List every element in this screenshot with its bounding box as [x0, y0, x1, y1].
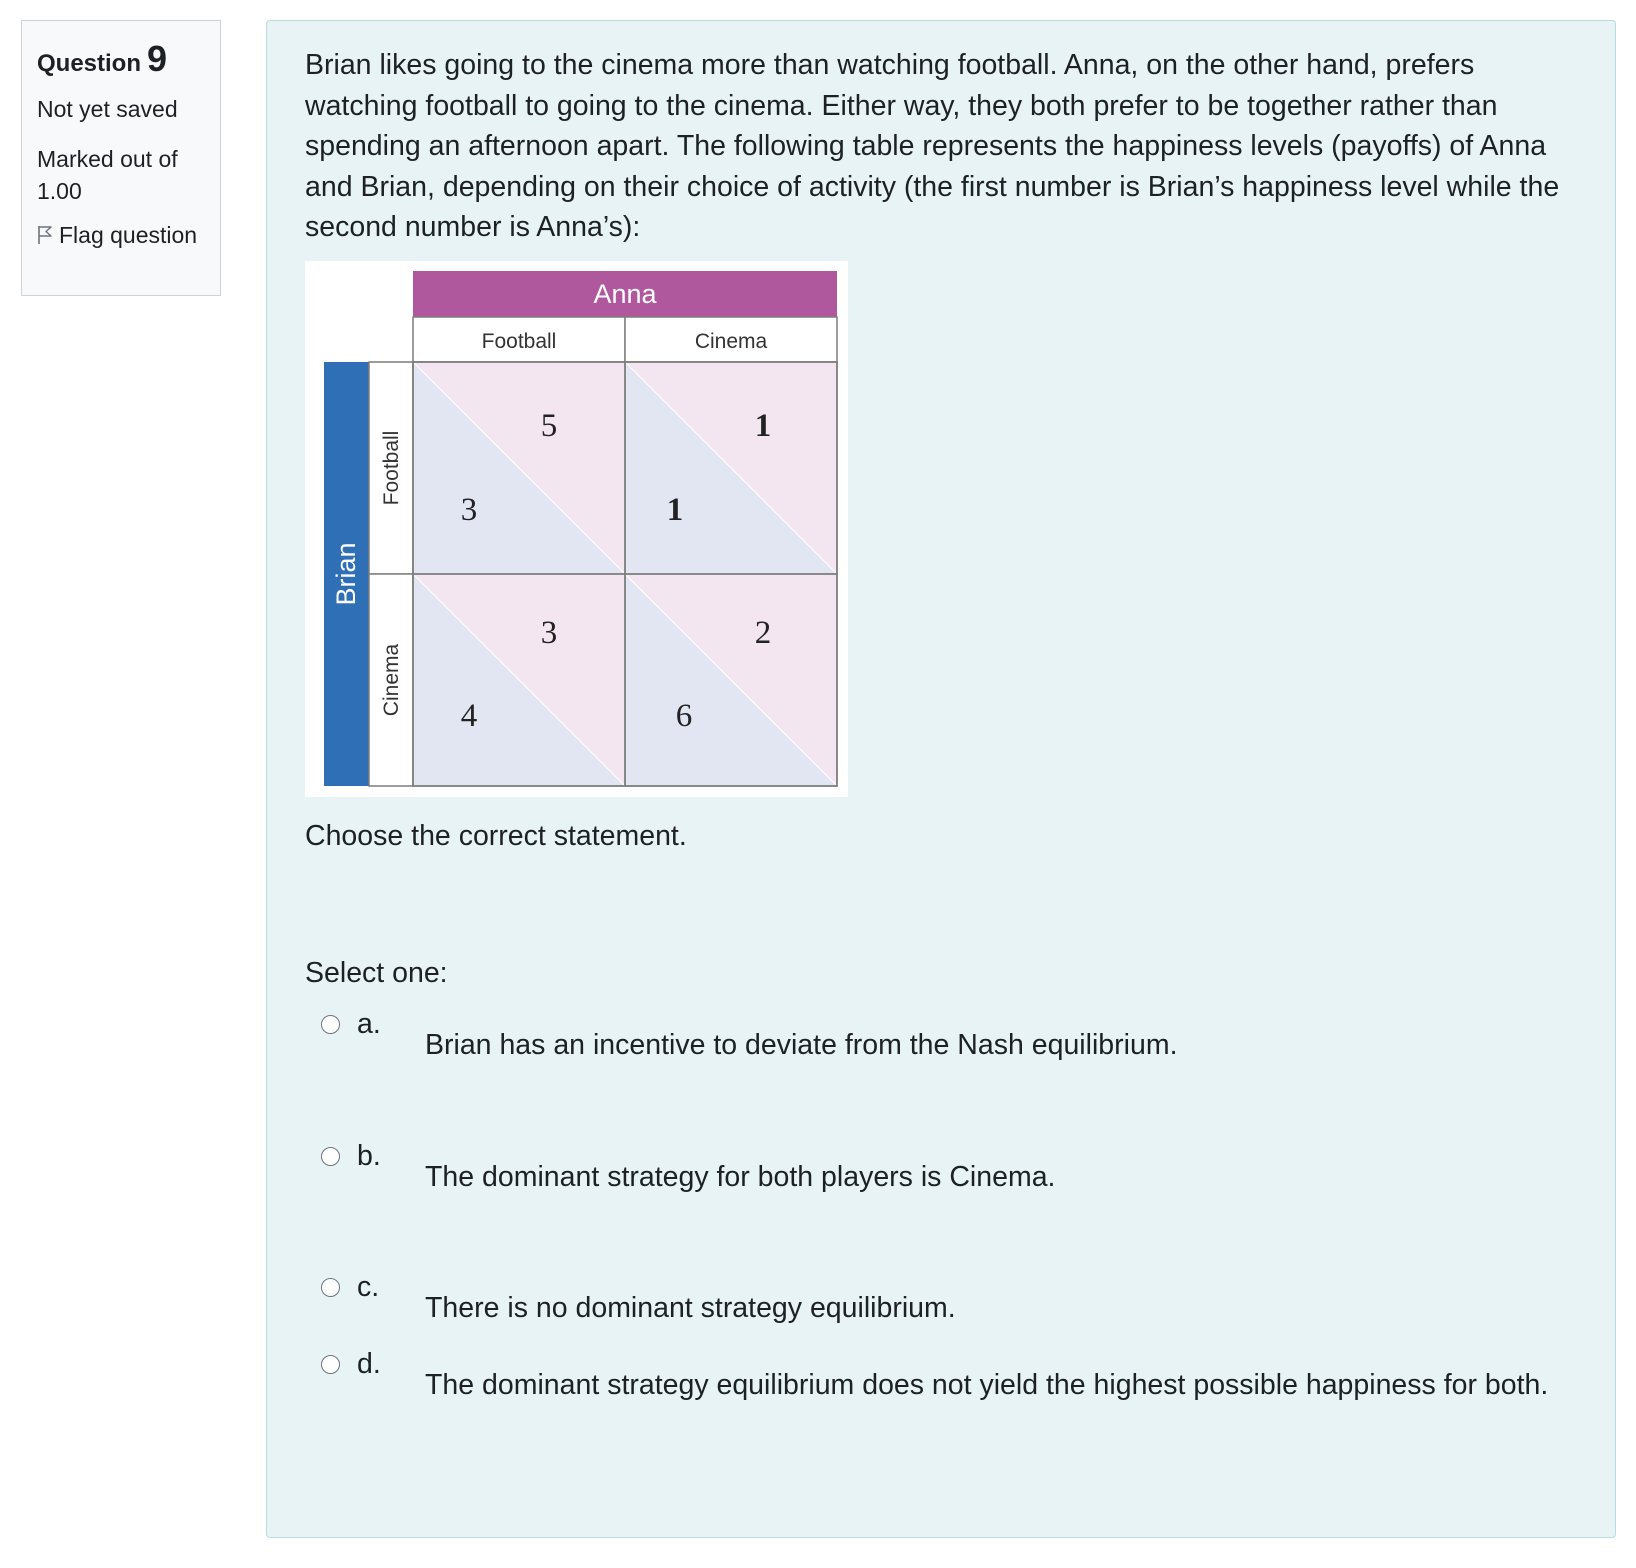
- option-a-radio[interactable]: [321, 1015, 340, 1034]
- option-a-letter: a.: [357, 1008, 381, 1040]
- brian-payoff: 6: [675, 698, 693, 734]
- question-text: Brian likes going to the cinema more than watching football. Anna, on the other hand, prefers watching football to going to the cinema. Either way, they both prefer to be together rather than spending an afternoon apart. The following table represents the happiness levels (payoffs) of Anna and Brian, depending on their choice of activity (the first number is Brian’s happiness level while the second number is Anna’s):: [305, 49, 1560, 243]
- question-info-panel: [21, 20, 221, 296]
- question-state: Not yet saved: [37, 96, 178, 122]
- col-label-football: Football: [481, 330, 557, 353]
- option-b-letter: b.: [357, 1140, 381, 1172]
- flag-question-label: Flag question: [59, 222, 198, 248]
- question-number: 9: [147, 38, 168, 79]
- option-c-radio[interactable]: [321, 1278, 340, 1297]
- payoff-cell-football-cinema: [625, 362, 837, 574]
- option-c-letter: c.: [357, 1271, 380, 1303]
- payoff-matrix-figure: [305, 261, 848, 797]
- question-prompt: Choose the correct statement.: [305, 820, 687, 852]
- option-c-text[interactable]: There is no dominant strategy equilibrium.: [425, 1292, 956, 1324]
- col-label-cinema: Cinema: [694, 330, 768, 353]
- brian-payoff: 1: [666, 492, 684, 528]
- payoff-cell-cinema-football: [413, 574, 625, 786]
- question-number-heading: [37, 38, 205, 79]
- question-content: [266, 20, 1616, 1538]
- option-a-text[interactable]: Brian has an incentive to deviate from the Nash equilibrium.: [425, 1029, 1178, 1061]
- anna-payoff: 3: [540, 615, 558, 651]
- anna-header-label: Anna: [593, 279, 657, 309]
- question-label: Question: [37, 50, 142, 77]
- anna-payoff: 2: [754, 615, 772, 651]
- question-grade: Marked out of 1.00: [37, 146, 178, 204]
- row-label-cinema: Cinema: [380, 643, 403, 717]
- brian-payoff: 4: [460, 698, 478, 734]
- option-d-radio[interactable]: [321, 1355, 340, 1374]
- option-d-text[interactable]: The dominant strategy equilibrium does not yield the highest possible happiness for both.: [425, 1369, 1549, 1401]
- option-b-radio[interactable]: [321, 1147, 340, 1166]
- anna-payoff: 1: [754, 408, 772, 444]
- flag-question-link[interactable]: [37, 219, 205, 252]
- select-one-label: Select one:: [305, 957, 448, 989]
- brian-header-label: Brian: [331, 542, 361, 606]
- option-d-letter: d.: [357, 1348, 381, 1380]
- row-label-football: Football: [380, 430, 403, 506]
- flag-icon: [37, 225, 53, 245]
- payoff-cell-cinema-cinema: [625, 574, 837, 786]
- payoff-matrix: [305, 261, 848, 797]
- payoff-cell-football-football: [413, 362, 625, 574]
- anna-payoff: 5: [540, 408, 558, 444]
- option-b-text[interactable]: The dominant strategy for both players is Cinema.: [425, 1161, 1056, 1193]
- brian-payoff: 3: [460, 492, 478, 528]
